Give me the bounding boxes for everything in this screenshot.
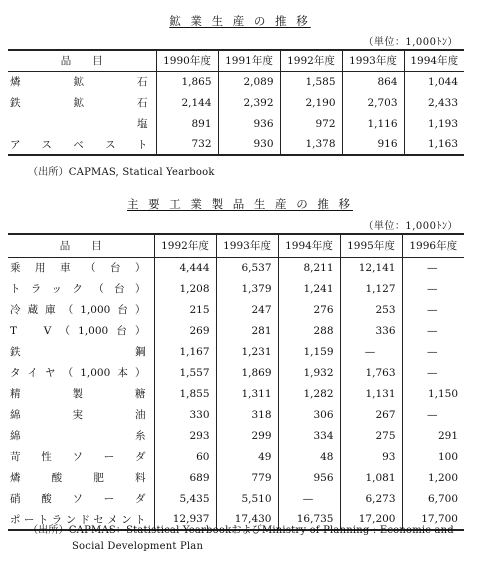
value-cell: 60 xyxy=(154,446,216,467)
value-cell: 6,273 xyxy=(340,488,402,509)
table-row xyxy=(8,71,464,92)
value-cell: 1,241 xyxy=(278,278,340,299)
value-cell: 215 xyxy=(154,299,216,320)
table1-title: 鉱 業 生 産 の 推 移 xyxy=(169,14,311,28)
value-cell: 6,700 xyxy=(402,488,464,509)
item-name-cell: 乗用車（台） xyxy=(10,262,146,275)
value-cell: 334 xyxy=(278,425,340,446)
value-cell: 1,200 xyxy=(402,467,464,488)
value-cell: 732 xyxy=(156,134,218,155)
table2-title: 主 要 工 業 製 品 生 産 の 推 移 xyxy=(126,197,354,211)
table-row xyxy=(8,467,464,488)
column-header: 1992年度 xyxy=(280,50,342,71)
value-cell: 2,144 xyxy=(156,92,218,113)
value-cell: 2,433 xyxy=(404,92,464,113)
item-name-cell: 綿糸 xyxy=(10,430,146,442)
column-header: 品 目 xyxy=(8,234,154,257)
value-cell: 1,044 xyxy=(404,71,464,92)
value-cell: 318 xyxy=(216,404,278,425)
table-row xyxy=(8,278,464,299)
value-cell: 336 xyxy=(340,320,402,341)
table-row xyxy=(8,383,464,404)
value-cell: 100 xyxy=(402,446,464,467)
value-cell: 17,700 xyxy=(402,509,464,530)
value-cell: 293 xyxy=(154,425,216,446)
value-cell: 8,211 xyxy=(278,257,340,278)
column-header: 1993年度 xyxy=(342,50,404,71)
value-cell: 1,855 xyxy=(154,383,216,404)
item-name-cell: 鉄鋼 xyxy=(10,346,146,358)
table-row xyxy=(8,362,464,383)
table1-source: （出所）CAPMAS, Statical Yearbook xyxy=(28,167,215,178)
item-name-cell: 鉄鉱石 xyxy=(10,97,148,109)
value-cell: 1,081 xyxy=(340,467,402,488)
value-cell: 275 xyxy=(340,425,402,446)
value-cell: 276 xyxy=(278,299,340,320)
value-cell: 330 xyxy=(154,404,216,425)
column-header: 1995年度 xyxy=(340,234,402,257)
value-cell: 288 xyxy=(278,320,340,341)
value-cell: 12,937 xyxy=(154,509,216,530)
item-name-cell: トラック（台） xyxy=(10,283,146,295)
value-cell: 1,127 xyxy=(340,278,402,299)
value-cell: 2,089 xyxy=(218,71,280,92)
value-cell: 48 xyxy=(278,446,340,467)
value-cell: 1,869 xyxy=(216,362,278,383)
value-cell: — xyxy=(402,299,464,320)
value-cell: 4,444 xyxy=(154,257,216,278)
value-cell: 247 xyxy=(216,299,278,320)
item-name-cell: 精製糖 xyxy=(10,388,146,400)
item-name-cell: T V（1,000台） xyxy=(10,325,146,337)
value-cell: 1,557 xyxy=(154,362,216,383)
value-cell: — xyxy=(402,278,464,299)
value-cell: 1,208 xyxy=(154,278,216,299)
value-cell: 1,159 xyxy=(278,341,340,362)
value-cell: 1,116 xyxy=(342,113,404,134)
table2-unit: （単位：1,000ﾄﾝ） xyxy=(363,221,458,232)
value-cell: 1,167 xyxy=(154,341,216,362)
table-row xyxy=(8,446,464,467)
value-cell: 12,141 xyxy=(340,257,402,278)
value-cell: — xyxy=(402,257,464,278)
value-cell: 17,200 xyxy=(340,509,402,530)
column-header: 1994年度 xyxy=(404,50,464,71)
value-cell: 291 xyxy=(402,425,464,446)
table-row xyxy=(8,404,464,425)
table1-unit: （単位：1,000ﾄﾝ） xyxy=(363,37,458,48)
value-cell: 689 xyxy=(154,467,216,488)
value-cell: 17,430 xyxy=(216,509,278,530)
value-cell: 1,163 xyxy=(404,134,464,155)
value-cell: 1,150 xyxy=(402,383,464,404)
value-cell: 1,311 xyxy=(216,383,278,404)
value-cell: 1,379 xyxy=(216,278,278,299)
value-cell: 916 xyxy=(342,134,404,155)
column-header: 1996年度 xyxy=(402,234,464,257)
value-cell: 864 xyxy=(342,71,404,92)
value-cell: 6,537 xyxy=(216,257,278,278)
item-name-cell: 燐鉱石 xyxy=(10,76,148,89)
table-row xyxy=(8,257,464,278)
item-name-cell: ポートランドセメント xyxy=(10,513,146,526)
value-cell: 1,282 xyxy=(278,383,340,404)
table-row xyxy=(8,425,464,446)
item-name-cell: 苛性ソーダ xyxy=(10,451,146,463)
value-cell: 936 xyxy=(218,113,280,134)
value-cell: 253 xyxy=(340,299,402,320)
value-cell: 1,231 xyxy=(216,341,278,362)
value-cell: 306 xyxy=(278,404,340,425)
item-name-cell: 綿実油 xyxy=(10,409,146,421)
value-cell: 1,193 xyxy=(404,113,464,134)
table-row xyxy=(8,134,464,155)
industrial-production-table xyxy=(8,233,464,531)
value-cell: 49 xyxy=(216,446,278,467)
column-header: 1991年度 xyxy=(218,50,280,71)
item-name-cell: タイヤ（1,000本） xyxy=(10,367,146,379)
column-header: 品 目 xyxy=(8,50,156,71)
column-header: 1992年度 xyxy=(154,234,216,257)
value-cell: 93 xyxy=(340,446,402,467)
table-row xyxy=(8,341,464,362)
value-cell: 2,703 xyxy=(342,92,404,113)
value-cell: — xyxy=(402,404,464,425)
item-name-cell: アスベスト xyxy=(10,138,148,151)
value-cell: 1,865 xyxy=(156,71,218,92)
value-cell: 2,392 xyxy=(218,92,280,113)
value-cell: — xyxy=(402,320,464,341)
value-cell: — xyxy=(340,341,402,362)
table-row xyxy=(8,113,464,134)
value-cell: 1,378 xyxy=(280,134,342,155)
value-cell: 956 xyxy=(278,467,340,488)
value-cell: 1,763 xyxy=(340,362,402,383)
value-cell: 299 xyxy=(216,425,278,446)
table-header-row xyxy=(8,50,464,71)
value-cell: — xyxy=(402,341,464,362)
value-cell: — xyxy=(278,488,340,509)
value-cell: 972 xyxy=(280,113,342,134)
table-row xyxy=(8,299,464,320)
table2-source-line2: Social Development Plan xyxy=(72,541,204,552)
value-cell: 930 xyxy=(218,134,280,155)
table-row xyxy=(8,92,464,113)
value-cell: 1,131 xyxy=(340,383,402,404)
value-cell: — xyxy=(402,362,464,383)
table-row xyxy=(8,488,464,509)
value-cell: 2,190 xyxy=(280,92,342,113)
mining-production-table xyxy=(8,49,464,156)
value-cell: 267 xyxy=(340,404,402,425)
column-header: 1993年度 xyxy=(216,234,278,257)
item-name-cell: 燐酸肥料 xyxy=(10,472,146,484)
value-cell: 16,735 xyxy=(278,509,340,530)
value-cell: 281 xyxy=(216,320,278,341)
item-name-cell: 硝酸ソーダ xyxy=(10,493,146,505)
table-row xyxy=(8,320,464,341)
item-name-cell: 冷蔵庫（1,000台） xyxy=(10,304,146,316)
value-cell: 891 xyxy=(156,113,218,134)
column-header: 1990年度 xyxy=(156,50,218,71)
table2-source-line1: （出所）CAPMAS：Statistical YearbookおよびMinistry of Planning : Economic and xyxy=(28,525,454,536)
value-cell: 779 xyxy=(216,467,278,488)
value-cell: 5,435 xyxy=(154,488,216,509)
item-name-cell: 塩 xyxy=(10,118,148,130)
value-cell: 1,585 xyxy=(280,71,342,92)
column-header: 1994年度 xyxy=(278,234,340,257)
value-cell: 5,510 xyxy=(216,488,278,509)
table-header-row xyxy=(8,234,464,257)
value-cell: 1,932 xyxy=(278,362,340,383)
value-cell: 269 xyxy=(154,320,216,341)
